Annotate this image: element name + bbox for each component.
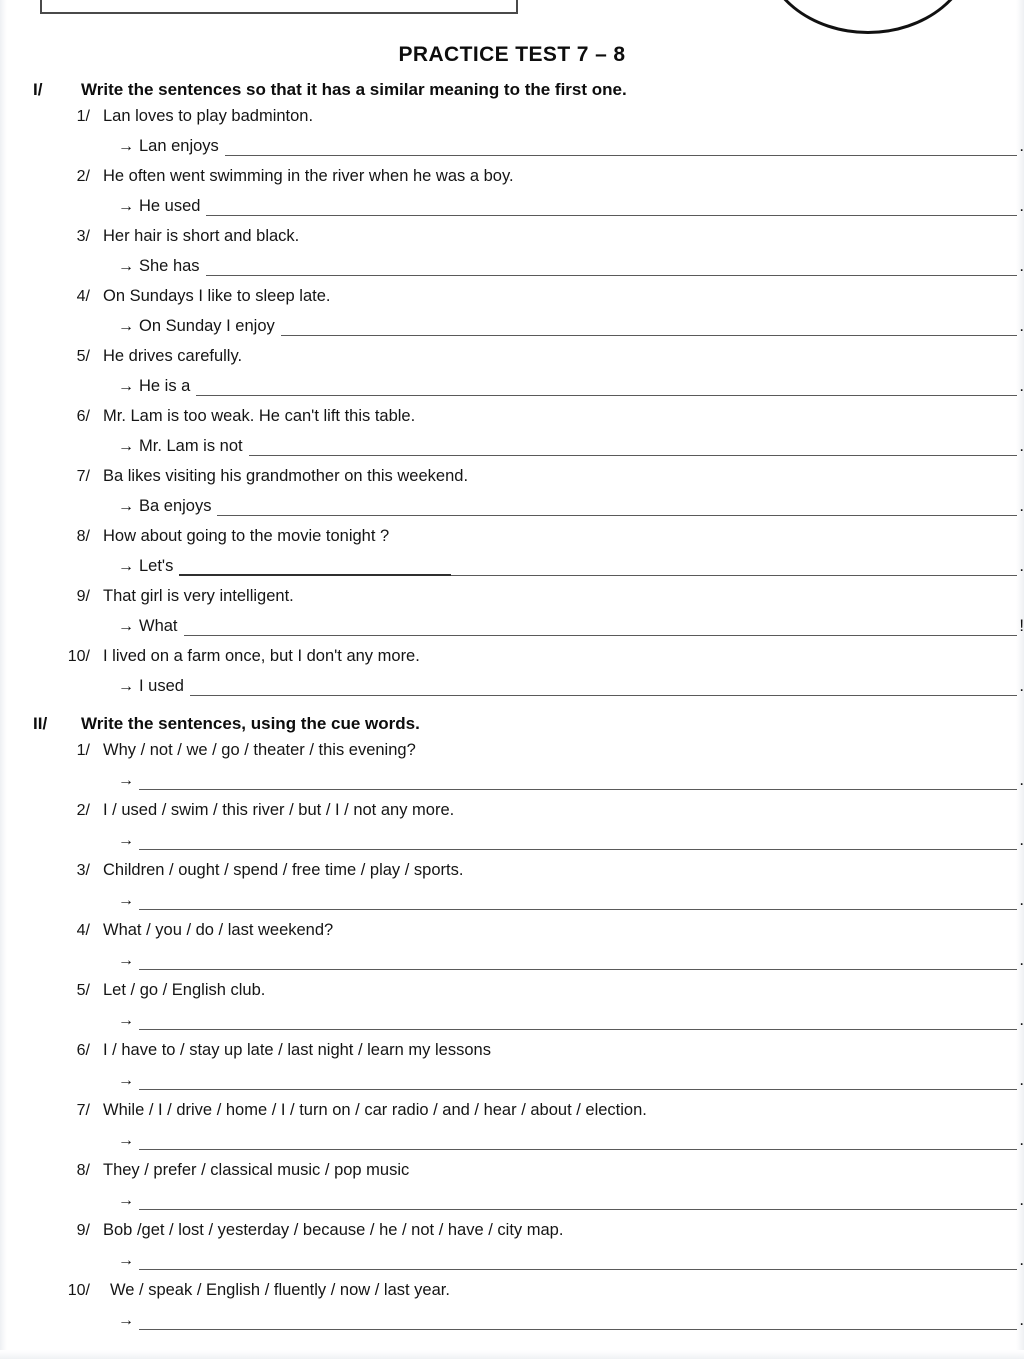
answer-blank-line[interactable] (249, 441, 1018, 459)
question-text: Bob /get / lost / yesterday / because / he / not / have / city map. (103, 1221, 564, 1239)
question-prompt-row (0, 1276, 1024, 1306)
answer-end-punctuation: . (1019, 196, 1024, 215)
answer-end-punctuation: . (1019, 496, 1024, 515)
arrow-right-icon: → (118, 377, 134, 395)
answer-end-punctuation: . (1019, 1190, 1024, 1209)
answer-row (0, 1306, 1024, 1336)
question-prompt-row (0, 462, 1024, 492)
answer-blank-line[interactable] (206, 261, 1018, 279)
question-text: Her hair is short and black. (103, 227, 300, 245)
question-text: On Sundays I like to sleep late. (103, 287, 331, 305)
question-number: 6/ (76, 1042, 90, 1059)
answer-blank-line[interactable] (217, 501, 1017, 519)
answer-blank-line[interactable] (139, 835, 1017, 853)
question-text: Why / not / we / go / theater / this evening? (103, 741, 416, 759)
arrow-right-icon: → (118, 831, 134, 849)
answer-end-punctuation: . (1019, 770, 1024, 789)
answer-blank-line[interactable] (139, 895, 1017, 913)
arrow-right-icon: → (118, 317, 134, 335)
arrow-right-icon: → (118, 1311, 134, 1329)
question-number: 10/ (67, 1282, 90, 1299)
question-text: We / speak / English / fluently / now / last year. (110, 1281, 450, 1299)
question-text: He drives carefully. (103, 347, 243, 365)
arrow-right-icon: → (118, 197, 134, 215)
question-number: 10/ (67, 648, 90, 665)
answer-end-punctuation: . (1019, 890, 1024, 909)
answer-row (0, 612, 1024, 642)
question-text: While / I / drive / home / I / turn on / car radio / and / hear / about / election. (103, 1101, 647, 1119)
question-item (0, 1216, 1024, 1275)
question-number: 8/ (76, 1162, 90, 1179)
arrow-right-icon: → (118, 557, 134, 575)
question-prompt-row (0, 102, 1024, 132)
answer-end-punctuation: . (1019, 436, 1024, 455)
arrow-right-icon: → (118, 137, 134, 155)
question-number: 5/ (76, 348, 90, 365)
answer-blank-line[interactable] (139, 1195, 1017, 1213)
question-number: 9/ (76, 1222, 90, 1239)
answer-blank-line[interactable] (179, 561, 1017, 579)
answer-end-punctuation: . (1019, 136, 1024, 155)
page-edge-bottom-shadow (0, 1350, 1024, 1359)
answer-blank-line[interactable] (225, 141, 1018, 159)
question-item (0, 1276, 1024, 1335)
question-item (0, 342, 1024, 401)
question-text: Children / ought / spend / free time / play / sports. (103, 861, 464, 879)
answer-end-punctuation: ! (1019, 616, 1024, 635)
answer-blank-line[interactable] (139, 1255, 1017, 1273)
question-text: They / prefer / classical music / pop music (103, 1161, 410, 1179)
answer-row (0, 252, 1024, 282)
question-prompt-row (0, 642, 1024, 672)
question-item (0, 1036, 1024, 1095)
answer-end-punctuation: . (1019, 1010, 1024, 1029)
question-number: 8/ (76, 528, 90, 545)
answer-end-punctuation: . (1019, 1310, 1024, 1329)
answer-lead-in-text: On Sunday I enjoy (139, 316, 275, 335)
answer-blank-line[interactable] (206, 201, 1017, 219)
question-text: I lived on a farm once, but I don't any more. (103, 647, 420, 665)
arrow-right-icon: → (118, 1131, 134, 1149)
answer-row (0, 1126, 1024, 1156)
question-number: 4/ (76, 288, 90, 305)
answer-row (0, 312, 1024, 342)
answer-blank-line[interactable] (139, 1075, 1017, 1093)
question-item (0, 282, 1024, 341)
answer-end-punctuation: . (1019, 376, 1024, 395)
section-number: I/ (33, 80, 43, 99)
answer-row (0, 372, 1024, 402)
question-number: 2/ (76, 168, 90, 185)
answer-end-punctuation: . (1019, 316, 1024, 335)
arrow-right-icon: → (118, 1011, 134, 1029)
answer-end-punctuation: . (1019, 1130, 1024, 1149)
question-prompt-row (0, 162, 1024, 192)
question-item (0, 796, 1024, 855)
question-prompt-row (0, 342, 1024, 372)
answer-blank-line[interactable] (139, 1015, 1017, 1033)
answer-row (0, 1186, 1024, 1216)
question-number: 4/ (76, 922, 90, 939)
question-item (0, 642, 1024, 701)
question-item (0, 916, 1024, 975)
question-prompt-row (0, 282, 1024, 312)
answer-end-punctuation: . (1019, 1250, 1024, 1269)
answer-row (0, 492, 1024, 522)
answer-blank-line[interactable] (281, 321, 1018, 339)
question-item (0, 1096, 1024, 1155)
answer-blank-line[interactable] (184, 621, 1018, 639)
answer-row (0, 1006, 1024, 1036)
arrow-right-icon: → (118, 1071, 134, 1089)
question-prompt-row (0, 1096, 1024, 1126)
question-prompt-row (0, 976, 1024, 1006)
answer-end-punctuation: . (1019, 556, 1024, 575)
question-number: 7/ (76, 468, 90, 485)
question-item (0, 522, 1024, 581)
answer-blank-line[interactable] (139, 1135, 1017, 1153)
answer-lead-in-text: She has (139, 256, 200, 275)
answer-row (0, 132, 1024, 162)
question-prompt-row (0, 402, 1024, 432)
arrow-right-icon: → (118, 771, 134, 789)
question-text: Mr. Lam is too weak. He can't lift this table. (103, 407, 416, 425)
answer-row (0, 1066, 1024, 1096)
arrow-right-icon: → (118, 1251, 134, 1269)
answer-blank-line[interactable] (139, 1315, 1017, 1333)
question-prompt-row (0, 736, 1024, 766)
arrow-right-icon: → (118, 497, 134, 515)
answer-end-punctuation: . (1019, 830, 1024, 849)
section-1 (0, 714, 1024, 1335)
page-title: PRACTICE TEST 7 – 8 (398, 43, 626, 66)
question-text: Ba likes visiting his grandmother on this weekend. (103, 467, 469, 485)
question-prompt-row (0, 916, 1024, 946)
arrow-right-icon: → (118, 891, 134, 909)
question-number: 5/ (76, 982, 90, 999)
section-title: Write the sentences, using the cue words. (81, 714, 420, 733)
question-text: I / used / swim / this river / but / I / not any more. (103, 801, 455, 819)
answer-lead-in-text: He used (139, 196, 201, 215)
question-item (0, 462, 1024, 521)
question-prompt-row (0, 582, 1024, 612)
question-number: 6/ (76, 408, 90, 425)
question-prompt-row (0, 1156, 1024, 1186)
arrow-right-icon: → (118, 677, 134, 695)
question-text: He often went swimming in the river when he was a boy. (103, 167, 514, 185)
answer-lead-in-text: Mr. Lam is not (139, 436, 243, 455)
section-heading (0, 714, 1024, 734)
answer-row (0, 886, 1024, 916)
answer-end-punctuation: . (1019, 1070, 1024, 1089)
question-prompt-row (0, 522, 1024, 552)
arrow-right-icon: → (118, 617, 134, 635)
section-number: II/ (33, 714, 48, 733)
question-item (0, 736, 1024, 795)
answer-end-punctuation: . (1019, 676, 1024, 695)
question-text: I / have to / stay up late / last night / learn my lessons (103, 1041, 491, 1059)
question-item (0, 1156, 1024, 1215)
question-prompt-row (0, 1216, 1024, 1246)
answer-row (0, 946, 1024, 976)
question-number: 9/ (76, 588, 90, 605)
answer-blank-line[interactable] (190, 681, 1017, 699)
question-prompt-row (0, 1036, 1024, 1066)
question-item (0, 856, 1024, 915)
arrow-right-icon: → (118, 257, 134, 275)
answer-lead-in-text: Lan enjoys (139, 136, 219, 155)
answer-blank-line[interactable] (139, 775, 1017, 793)
question-number: 3/ (76, 228, 90, 245)
answer-end-punctuation: . (1019, 950, 1024, 969)
question-text: How about going to the movie tonight ? (103, 527, 390, 545)
question-prompt-row (0, 222, 1024, 252)
question-item (0, 102, 1024, 161)
question-text: Let / go / English club. (103, 981, 266, 999)
question-text: What / you / do / last weekend? (103, 921, 334, 939)
question-item (0, 162, 1024, 221)
arrow-right-icon: → (118, 951, 134, 969)
question-item (0, 582, 1024, 641)
question-item (0, 402, 1024, 461)
sections-container (0, 80, 1024, 1335)
section-0 (0, 80, 1024, 701)
arrow-right-icon: → (118, 1191, 134, 1209)
answer-lead-in-text: Let's (139, 556, 174, 575)
arrow-right-icon: → (118, 437, 134, 455)
answer-row (0, 766, 1024, 796)
answer-lead-in-text: I used (139, 676, 184, 695)
question-prompt-row (0, 796, 1024, 826)
answer-row (0, 432, 1024, 462)
question-text: Lan loves to play badminton. (103, 107, 314, 125)
question-number: 3/ (76, 862, 90, 879)
question-number: 1/ (76, 108, 90, 125)
question-number: 7/ (76, 1102, 90, 1119)
section-title: Write the sentences so that it has a similar meaning to the first one. (81, 80, 627, 99)
question-text: That girl is very intelligent. (103, 587, 294, 605)
answer-lead-in-text: What (139, 616, 178, 635)
answer-blank-line[interactable] (139, 955, 1017, 973)
answer-row (0, 826, 1024, 856)
question-item (0, 976, 1024, 1035)
answer-row (0, 672, 1024, 702)
question-list (0, 736, 1024, 1335)
answer-row (0, 1246, 1024, 1276)
question-number: 1/ (76, 742, 90, 759)
answer-lead-in-text: Ba enjoys (139, 496, 212, 515)
section-heading (0, 80, 1024, 100)
question-prompt-row (0, 856, 1024, 886)
answer-end-punctuation: . (1019, 256, 1024, 275)
question-item (0, 222, 1024, 281)
answer-row (0, 552, 1024, 582)
answer-lead-in-text: He is a (139, 376, 191, 395)
answer-row (0, 192, 1024, 222)
answer-blank-line[interactable] (196, 381, 1017, 399)
question-list (0, 102, 1024, 701)
question-number: 2/ (76, 802, 90, 819)
